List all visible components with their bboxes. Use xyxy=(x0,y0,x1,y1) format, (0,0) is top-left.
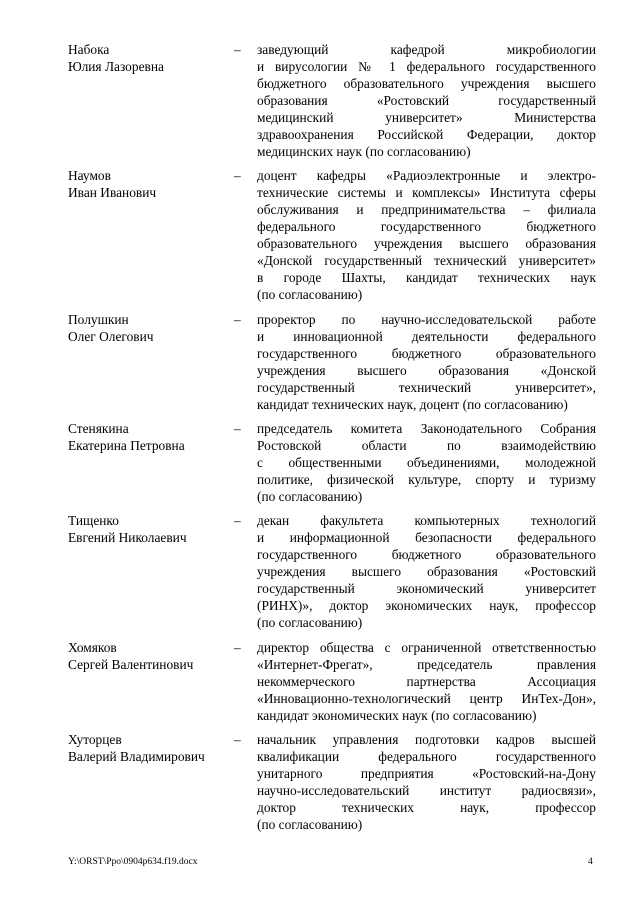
description-line: политике, физической культуре, спорту и туризму xyxy=(257,472,596,487)
description-line: и инновационной деятельности федерального xyxy=(257,329,596,344)
description-line: доктор технических наук, профессор xyxy=(257,800,596,815)
member-given-names: Олег Олегович xyxy=(68,329,154,344)
description-line: кандидат экономических наук (по согласованию) xyxy=(257,708,537,723)
member-description xyxy=(257,512,596,631)
description-line: учреждения высшего образования «Ростовский xyxy=(257,564,596,579)
description-line: здравоохранения Российской Федерации, доктор xyxy=(257,127,596,142)
description-line: кандидат технических наук, доцент (по согласованию) xyxy=(257,397,568,412)
description-line: (по согласованию) xyxy=(257,287,363,302)
description-line: (РИНХ)», доктор экономических наук, профессор xyxy=(257,598,596,613)
description-line: «Инновационно-технологический центр ИнТех-Дон», xyxy=(257,691,596,706)
dash-separator: – xyxy=(234,513,241,528)
description-line: учреждения высшего образования «Донской xyxy=(257,363,596,378)
footer-file-path: Y:\ORST\Ppo\0904p634.f19.docx xyxy=(68,857,198,867)
description-line: «Интернет-Фрегат», председатель правления xyxy=(257,657,596,672)
description-line: обслуживания и предпринимательства – филиала xyxy=(257,202,596,217)
description-line: Ростовской области по взаимодействию xyxy=(257,438,596,453)
description-line: государственный технический университет», xyxy=(257,380,596,395)
description-line: заведующий кафедрой микробиологии xyxy=(257,42,596,57)
member-given-names: Иван Иванович xyxy=(68,185,157,200)
description-line: государственный экономический университет xyxy=(257,581,596,596)
member-name xyxy=(68,731,233,765)
description-line: и вирусологии № 1 федерального государственного xyxy=(257,59,596,74)
member-description xyxy=(257,167,596,303)
dash-separator: – xyxy=(234,732,241,747)
description-line: медицинский университет» Министерства xyxy=(257,110,596,125)
description-line: и информационной безопасности федерального xyxy=(257,530,596,545)
member-given-names: Юлия Лазоревна xyxy=(68,59,164,74)
dash-separator: – xyxy=(234,168,241,183)
description-line: доцент кафедры «Радиоэлектронные и электро- xyxy=(257,168,596,183)
description-line: (по согласованию) xyxy=(257,817,363,832)
member-given-names: Валерий Владимирович xyxy=(68,749,205,764)
member-name xyxy=(68,420,233,454)
description-line: медицинских наук (по согласованию) xyxy=(257,144,471,159)
member-surname: Хуторцев xyxy=(68,732,122,747)
footer-page-number: 4 xyxy=(588,857,593,867)
member-description xyxy=(257,639,596,724)
member-given-names: Евгений Николаевич xyxy=(68,530,187,545)
member-name xyxy=(68,41,233,75)
member-surname: Набока xyxy=(68,42,110,57)
description-line: технические системы и комплексы» Института сферы xyxy=(257,185,596,200)
description-line: начальник управления подготовки кадров высшей xyxy=(257,732,596,747)
description-line: «Донской государственный технический университет» xyxy=(257,253,596,268)
dash-separator: – xyxy=(234,42,241,57)
description-line: (по согласованию) xyxy=(257,615,363,630)
member-name xyxy=(68,639,233,673)
description-line: декан факультета компьютерных технологий xyxy=(257,513,596,528)
member-surname: Полушкин xyxy=(68,312,129,327)
description-line: (по согласованию) xyxy=(257,489,363,504)
description-line: председатель комитета Законодательного Собрания xyxy=(257,421,596,436)
description-line: научно-исследовательский институт радиосвязи», xyxy=(257,783,596,798)
member-surname: Наумов xyxy=(68,168,111,183)
member-description xyxy=(257,311,596,413)
description-line: бюджетного образовательного учреждения высшего xyxy=(257,76,596,91)
member-description xyxy=(257,731,596,833)
description-line: квалификации федерального государственного xyxy=(257,749,596,764)
dash-separator: – xyxy=(234,312,241,327)
member-surname: Тищенко xyxy=(68,513,119,528)
description-line: образовательного учреждения высшего образования xyxy=(257,236,596,251)
dash-separator: – xyxy=(234,421,241,436)
description-line: образования «Ростовский государственный xyxy=(257,93,596,108)
description-line: унитарного предприятия «Ростовский-на-Дону xyxy=(257,766,596,781)
member-description xyxy=(257,420,596,505)
description-line: государственного бюджетного образовательного xyxy=(257,547,596,562)
member-name xyxy=(68,512,233,546)
description-line: федерального государственного бюджетного xyxy=(257,219,596,234)
description-line: государственного бюджетного образовательного xyxy=(257,346,596,361)
description-line: с общественными объединениями, молодежной xyxy=(257,455,596,470)
member-name xyxy=(68,311,233,345)
description-line: в городе Шахты, кандидат технических наук xyxy=(257,270,596,285)
description-line: проректор по научно-исследовательской работе xyxy=(257,312,596,327)
member-description xyxy=(257,41,596,160)
member-given-names: Сергей Валентинович xyxy=(68,657,194,672)
member-name xyxy=(68,167,233,201)
member-surname: Стенякина xyxy=(68,421,129,436)
dash-separator: – xyxy=(234,640,241,655)
description-line: директор общества с ограниченной ответственностью xyxy=(257,640,596,655)
description-line: некоммерческого партнерства Ассоциация xyxy=(257,674,596,689)
member-surname: Хомяков xyxy=(68,640,117,655)
member-given-names: Екатерина Петровна xyxy=(68,438,185,453)
